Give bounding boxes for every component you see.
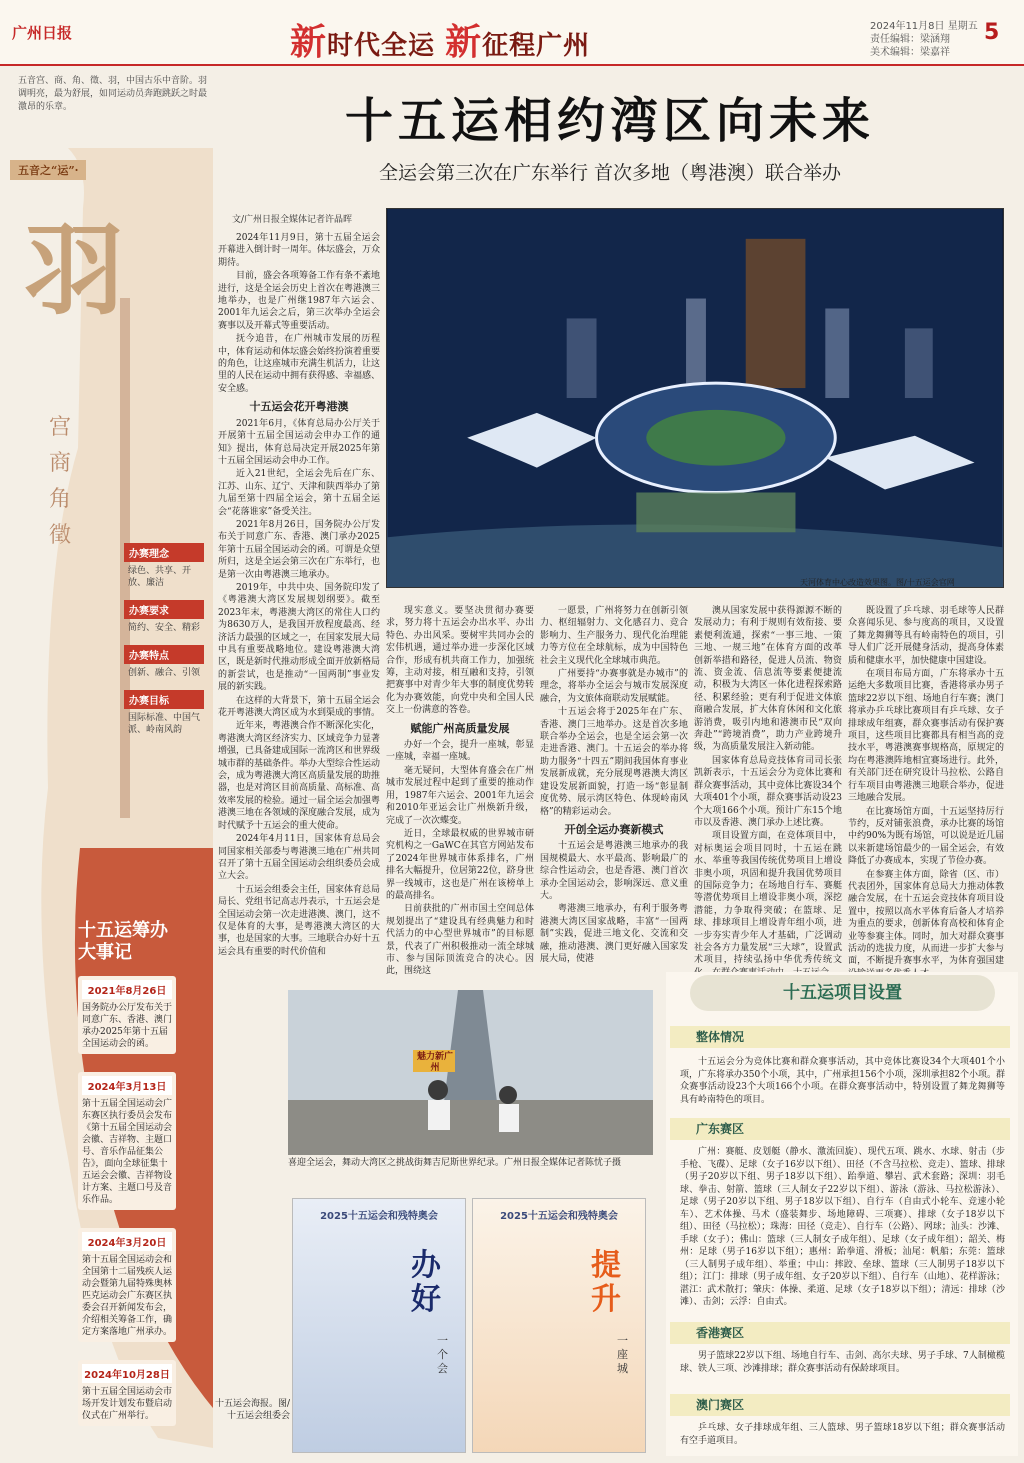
- section-heading: 赋能广州高质量发展: [410, 721, 510, 735]
- paragraph: 2024年4月11日，国家体育总局会同国家相关部委与粤港澳三地在广州共同召开了第十五届全国运动会组织委员会成立大会。: [218, 834, 380, 882]
- section-heading: 十五运会花开粤港澳: [249, 400, 349, 414]
- paragraph: 粤港澳三地承办，有利于服务粤港澳大湾区国家战略，丰富“一国两制”实践，促进三地文化、交流和交融，推动港澳、澳门更好融入国家发展大局，使港: [540, 904, 688, 964]
- tag-head-4: 办赛目标: [124, 690, 204, 709]
- paragraph: 十五运会是粤港澳三地承办的我国规模最大、水平最高、影响最广的综合性运动会，也是香港、澳门首次承办全国运动会，影响深远、意义重大。: [540, 841, 688, 901]
- tag-body-1: 绿色、共享、开放、廉洁: [128, 566, 192, 588]
- tag-body-3: 创新、融合、引领: [128, 668, 201, 678]
- paragraph: 在这样的大背景下，第十五届全运会花开粤港澳大湾区成为水到渠成的事情。: [218, 695, 380, 719]
- milestone-item: [78, 1072, 176, 1210]
- theme-part-2: 征程广州: [482, 31, 591, 61]
- theme-xin-1: 新: [290, 22, 328, 63]
- paragraph: 澳从国家发展中获得源源不断的发展动力；有利于规则有效衔接、要素便利流通，探索“一事三地、一策三地、一规三地”在体育方面的改革创新举措和路径，促进人员流、物资流、资金流、信息流等要素便捷流动，积极为大湾区一体化进程探索路径、积累经验；更有利于促进文体旅商融合发展，扩大体育休闲和文化旅游消费，吸引内地和港澳市民“双向奔赴”“跨境消费”，助力产业跨境升级，为高质量发展注入新动能。: [694, 606, 842, 753]
- overview-text: 十五运会分为竞体比赛和群众赛事活动，其中竞体比赛设34个大项401个小项，广东将承办350个小项，其中，广州承担156个小项，深圳承担82个小项。群众赛事活动设23个大项166个小项。在群众赛事活动中，特别设置了舞龙舞狮等具有岭南特色的项目。: [680, 1057, 1005, 1105]
- paragraph: 广州要持“办赛事就是办城市”的理念，将举办全运会与城市发展深度融合，为文旅体商联动发展赋能。: [540, 669, 688, 704]
- street-dance-photo: [288, 990, 653, 1155]
- paragraph: 近日，全球最权威的世界城市研究机构之一GaWC在其官方网站发布了2024年世界城市体系排名，广州排名大幅提升，位居第22位，跻身世界一线城市，这也是广州在该榜单上的最高排名。: [386, 828, 534, 901]
- milestone-item: [78, 976, 176, 1054]
- paragraph: 2021年8月26日，国务院办公厅发布关于同意广东、香港、澳门承办2025年第十五届全国运动会的函。可谓是众望所归，这是全运会第三次在广东举行，也是第一次由粤港澳三地承办。: [218, 519, 380, 580]
- dance-photo-caption: 喜迎全运会，舞动大湾区之挑战街舞吉尼斯世界纪录。广州日报全媒体记者陈忧子摄: [288, 1158, 622, 1168]
- article-column-4: [694, 605, 842, 985]
- note-jiao: 角: [48, 487, 71, 512]
- milestone-date: 2021年8月26日: [82, 980, 172, 999]
- paragraph: 现实意义。要坚决贯彻办赛要求，努力将十五运会办出水平、办出特色、办出风采。要树牢共同办会的宏伟机遇，通过举办进一步深化区域合作，形成有机共商工作力，加强统筹，主动对接，相互融和支持，引领把赛事中对青少年大事的制度优势转化为办赛效能，向党中央和全国人民交上一份满意的答卷。: [386, 606, 534, 716]
- poster-a-head: 2025十五运会和残特奥会: [320, 1211, 438, 1222]
- paragraph: 项目设置方面，在竞体项目中，对标奥运会项目同时，十五运在跳水、举重等我国传统优势项目上增设非奥小项，巩固和提升我国优势项目的国际竞争力；在场地自行车、赛艇等潜优势项目上增设非奥小项，深挖潜能，力争取得突破；在篮球、足球、排球项目上增设青年组小项，进一步夯实青少年人才基础，广泛调动社会各方力量发展“三大球”，设置武术项目，持续弘扬中华优秀传统文: [694, 831, 842, 966]
- milestone-text: 第十五届全国运动会广东赛区执行委员会发布《第十五届全国运动会会徽、吉祥物、主题口号、音乐作品征集公告》，面向全球征集十五运会会徽、吉祥物设计方案、主题口号及音乐作品。: [82, 1099, 173, 1205]
- poster-a-big: 办好: [411, 1248, 441, 1317]
- poster-a-sub: 一个会: [437, 1334, 448, 1375]
- article-column-3: [540, 605, 688, 985]
- paragraph: 既设置了乒乓球、羽毛球等人民群众喜闻乐见、参与度高的项目，又设置了舞龙舞狮等具有岭南特色的项目，引导人们广泛开展健身活动，提高身体素质和健康水平，加快健康中国建设。: [848, 606, 1004, 666]
- paragraph: 办好一个会，提升一座城，彰显一座城，幸福一座城。: [386, 740, 534, 763]
- article-column-5: [848, 605, 1004, 985]
- event-principles: [124, 535, 204, 739]
- milestone-text: 国务院办公厅发布关于同意广东、香港、澳门承办2025年第十五届全国运动会的函。: [82, 1003, 173, 1049]
- edition-editor: 责任编辑：梁涵翔: [870, 34, 950, 45]
- milestones-title: 十五运筹办大事记: [78, 920, 168, 963]
- music-notes: [45, 410, 75, 554]
- paragraph: 2024年11月9日，第十五届全运会开幕进入倒计时一周年。体坛盛会，万众期待。: [218, 233, 380, 268]
- tag-head-1: 办赛理念: [124, 543, 204, 562]
- intro-poem: 五音宫、商、角、徵、羽，中国古乐中音阶。羽调明亮，最为舒展，如同运动员奔跑跳跃之时最激昂的乐章。: [18, 76, 208, 112]
- dance-banner-sign: 魅力新广州: [416, 1052, 453, 1073]
- article-byline: 文/广州日报全媒体记者许晶晖: [232, 215, 353, 225]
- theme-xin-2: 新: [445, 22, 483, 63]
- paragraph: 毫无疑问，大型体育盛会在广州城市发展过程中起到了重要的推动作用，1987年六运会、2001年九运会和2010年亚运会让广州焕新升级，完成了一次次蝶变。: [386, 765, 534, 826]
- milestone-date: 2024年3月20日: [82, 1232, 172, 1251]
- posters-caption: 十五运会海报。图/十五运会组委会: [214, 1399, 290, 1421]
- paragraph: 抚今追昔，在广州城市发展的历程中，体育运动和体坛盛会始终扮演着重要的角色，让这座城市充满生机活力，让这里的人民在运动中拥有获得感、幸福感、安全感。: [218, 334, 380, 394]
- macao-text: 乒乓球、女子排球成年组、三人篮球、男子篮球18岁以下组；群众赛事活动有空手道项目。: [680, 1423, 1005, 1446]
- milestone-item: [78, 1360, 176, 1426]
- poster-b-sub: 一座城: [617, 1334, 628, 1375]
- series-label: 五音之“运”·: [10, 160, 86, 180]
- milestone-text: 第十五届全国运动会市场开发计划发布暨启动仪式在广州举行。: [82, 1387, 173, 1421]
- section-heading: 开创全运办赛新模式: [564, 822, 664, 836]
- paragraph: 2021年6月，《体育总局办公厅关于开展第十五届全国运动会申办工作的通知》提出，体育总局决定开展2025年第十五届全国运动会申办工作。: [218, 418, 380, 466]
- overview-heading: 整体情况: [670, 1026, 1010, 1048]
- paragraph: 十五运会将于2025年在广东、香港、澳门三地举办。这是首次多地联合举办全运会，也是全运会第一次走进香港、澳门。十五运会的举办将助力服务“十四五”期间我国体育事业发展新成就，充分展现粤港澳大湾区建设发展新面貌，打造一场“彰显制度优势、展示湾区特色、体现岭南风格”的精彩运动会。: [540, 707, 688, 817]
- hongkong-text: 男子篮球22岁以下组、场地自行车、击剑、高尔夫球、男子手球、7人制橄榄球、铁人三项、沙滩排球；群众赛事活动有保龄球项目。: [680, 1351, 1005, 1374]
- paragraph: 近年来，粤港澳合作不断深化实化，粤港澳大湾区经济实力、区域竞争力显著增强，已具备建成国际一流湾区和世界级城市群的基础条件。举办大型综合性运动会，成为粤港澳大湾区高质量发展的助推器，也是对湾区目前高质量、高标准、高效率发展的检验。通过一届全运会加强粤港澳三地在各领域的深度融合发展，成为时代赋予十五运会的重大使命。: [218, 721, 380, 831]
- poster-b-head: 2025十五运会和残特奥会: [500, 1211, 618, 1222]
- edition-designer: 美术编辑：梁嘉祥: [870, 47, 950, 58]
- page-number: 5: [984, 20, 1000, 45]
- tag-head-2: 办赛要求: [124, 600, 204, 619]
- article-column-2: [386, 605, 534, 985]
- milestone-date: 2024年10月28日: [82, 1364, 172, 1383]
- stadium-rendering-photo: [386, 208, 1004, 588]
- guangdong-heading: 广东赛区: [670, 1118, 1010, 1140]
- paragraph: 国家体育总局竞技体育司司长张凯新表示，十五运会分为竞体比赛和群众赛事活动，其中竞体比赛设34个大项401个小项，群众赛事活动设23个大项166个小项。预计广东15个地市以及香港、澳门承办上述比赛。: [694, 755, 842, 828]
- paragraph: 十五运会组委会主任，国家体育总局局长、党组书记高志丹表示，十五运会是全国运动会第一次走进港澳、澳门，这不仅是体育的大事，是粤港澳大湾区的大事，也是国家的大事。三地联合办好十五运会具有重要的时代价值和: [218, 884, 380, 957]
- article-column-1: [218, 232, 380, 984]
- newspaper-logo: 广州日报: [12, 24, 73, 42]
- paragraph: 目前，盛会各项筹备工作有条不紊地进行，这是全运会历史上首次在粤港澳三地举办，也是广州继1987年六运会、2001年九运会之后，第三次举办全运会赛事以及开幕式等重要活动。: [218, 271, 380, 331]
- poster-elevate-city: [472, 1198, 646, 1453]
- page-headline: 十五运相约湾区向未来: [344, 93, 875, 149]
- paragraph: 2019年，中共中央、国务院印发了《粤港澳大湾区发展规划纲要》。截至2023年末，粤港澳大湾区的常住人口约为8630万人，是我国开放程度最高、经济活力最强的区域之一，在国家发展大局中具有重要战略地位。建设粤港澳大湾区，既是新时代推动形成全面开放新格局的新尝试，也是推动“一国两制”事业发展的新实践。: [218, 582, 380, 693]
- poster-host-games: [292, 1198, 466, 1453]
- milestone-item: [78, 1228, 176, 1342]
- project-settings-title: 十五运项目设置: [690, 975, 995, 1011]
- macao-heading: 澳门赛区: [670, 1394, 1010, 1416]
- hongkong-heading: 香港赛区: [670, 1322, 1010, 1344]
- tag-body-4: 国际标准、中国气派、岭南风韵: [128, 713, 201, 735]
- paragraph: 近入21世纪，全运会先后在广东、江苏、山东、辽宁、天津和陕西举办了第九届至第十四届全运会，第十五届全运会“花落谁家”备受关注。: [218, 469, 380, 517]
- masthead-banner: [0, 0, 1024, 66]
- yu-character: 羽: [24, 212, 124, 329]
- paragraph: 在比赛场馆方面，十五运坚持厉行节约，反对铺张浪费，承办比赛的场馆中约90%为既有场馆，可以说是近几届以来新建场馆最少的一届全运会，有效降低了办赛成本，实现了节俭办赛。: [848, 806, 1004, 867]
- tag-head-3: 办赛特点: [124, 645, 204, 664]
- milestone-text: 第十五届全国运动会和全国第十二届残疾人运动会暨第九届特殊奥林匹克运动会广东赛区执委会召开新闻发布会，介绍相关筹备工作，确定方案落地广州承办。: [82, 1255, 173, 1337]
- poster-b-big: 提升: [591, 1248, 621, 1317]
- milestone-date: 2024年3月13日: [82, 1076, 172, 1095]
- stadium-photo-caption: 天河体育中心改造效果图。图/十五运会官网: [800, 578, 955, 587]
- theme-slogan: [290, 14, 590, 65]
- note-zhi: 徵: [48, 523, 71, 548]
- edition-meta: [870, 20, 980, 59]
- paragraph: 在参赛主体方面，除省（区、市）代表团外，国家体育总局大力推动体教融合发展，在十五运会竞技体育项目设置中，按照以高水平体育后备人才培养为重点的要求，创新体育高校和体育企业等参赛主体。同时，加大对群众赛事活动的选拔力度，从而进一步扩大参与面，不断提升赛事水平，为体育强国建: [848, 869, 1004, 967]
- note-gong: 宫: [48, 415, 71, 440]
- paragraph: 日前获批的广州市国土空间总体规划提出了“建设具有经典魅力和时代活力的中心型世界城市”的目标愿景，代表了广州积极推动一流全球城市、参与国际顶流竞合的决心。因此，围绕这: [386, 904, 534, 977]
- paragraph: 在项目布局方面，广东将承办十五运绝大多数项目比赛，香港将承办男子篮球22岁以下组、场地自行车赛；澳门将承办乒乓球比赛项目有乒乓球、女子排球成年组赛，群众赛事活动有保护赛项目，这些项目比赛都具有相当高的竞技水平，粤港澳赛事规格高，原规定的均在粤港澳阵地相宜赛场进行。此外，有关部门还在研究设计马拉松、公路自行车项目由粤港澳三地联合举办，促进三地融合发展。: [848, 669, 1004, 804]
- paragraph: 一愿景，广州将努力在创新引领力、枢纽辐射力、文化感召力、竞合影响力、生产服务力、现代化治理能力等方位在全球航标，成为中国特色社会主义现代化全球城市典范。: [540, 606, 688, 666]
- tag-body-2: 简约、安全、精彩: [128, 623, 201, 633]
- edition-date: 2024年11月8日 星期五: [870, 21, 978, 32]
- page-subheadline: 全运会第三次在广东举行 首次多地（粤港澳）联合举办: [378, 162, 842, 184]
- milestones-timeline: [78, 858, 176, 1444]
- note-shang: 商: [48, 451, 71, 476]
- guangdong-text: 广州：赛艇、皮划艇（静水、激流回旋）、现代五项、跳水、水球、射击（步手枪、飞碟）、足球（女子16岁以下组）、田径（不含马拉松、竞走）、篮球、排球（男子20岁以下组、男子18岁以下组）、跆拳道、攀岩、武术套路；深圳：羽毛球、拳击、射箭、篮球（三人制女子22岁以下组）、游泳（游泳、马拉松游泳）、足球（男子20岁以下组、男子18岁以下组）、自行车（自由式小轮车、竞速小轮车）、艺术体操、马术（盛装舞步、场地障碍、三项赛）、排球（女子18岁以下组）、田径（马拉松）；珠海：田径（竞走）、自行车（公路）、网球；汕头：沙滩、手球（女子）；佛山：篮球（三人制女子成年组）、足球（女子成年组）；韶关、梅州：足球（男子16岁以下组）；惠州：跆拳道、滑板；汕尾：帆船；东莞：篮球（三人制男子成年组）、举重；中山：摔跤、垒球、篮球（三人制男子18岁以下组）；江门：排球（男子成年组、女子20岁以下组）、自行车（山地）、花样游泳；湛江：武术散打；肇庆：体操、柔道、足球（女子18岁以下组）；清远：排球（沙滩）、击剑；云浮：自由式。: [680, 1147, 1005, 1307]
- theme-part-1: 时代全运: [327, 31, 436, 61]
